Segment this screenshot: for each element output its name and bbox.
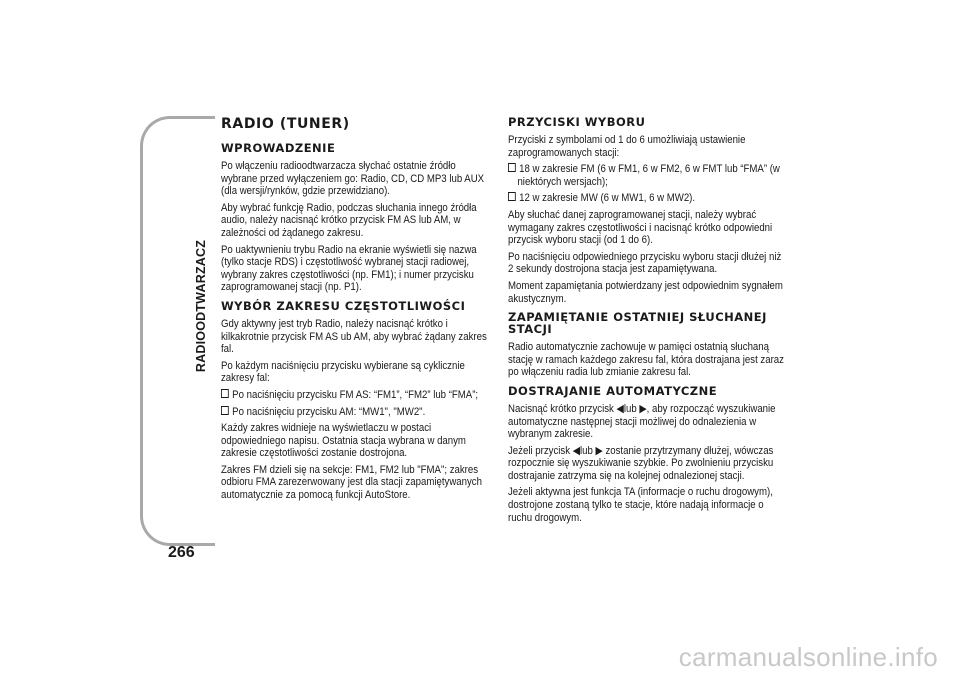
paragraph: Po naciśnięciu odpowiedniego przycisku wyboru stacji dłużej niż 2 sekundy dostrojona stacja jest zapamiętywana.: [508, 250, 782, 276]
paragraph: Aby słuchać danej zaprogramowanej stacji, należy wybrać wymagany zakres częstotliwości i nacisnąć krótko odpowiedni przycisk wyboru stacji (od 1 do 6).: [508, 208, 773, 247]
heading-presets: PRZYCISKI WYBORU: [508, 115, 646, 129]
paragraph: Nacisnąć krótko przycisk ◀lub ▶, aby rozpocząć wyszukiwanie automatyczne następnej stacji możliwej do odnalezienia w wybranym zakresie.: [508, 402, 776, 441]
watermark: carmanualsonline.info: [678, 642, 938, 672]
bullet-item: Po naciśnięciu przycisku AM: “MW1", "MW2".: [221, 406, 502, 419]
arrow-left-icon: ◀: [572, 444, 580, 457]
arrow-left-icon: ◀: [616, 402, 624, 415]
arrow-right-icon: ▶: [595, 444, 603, 457]
paragraph: Radio automatycznie zachowuje w pamięci ostatnią słuchaną stację w ramach każdego zakresu fal, która dostrajana jest zaraz po włączeniu radia lub zmianie zakresu fal.: [508, 341, 784, 379]
section-title: RADIO (TUNER): [221, 116, 350, 132]
arrow-right-icon: ▶: [639, 402, 647, 415]
heading-intro: WPROWADZENIE: [221, 141, 336, 155]
page-number: 266: [168, 544, 195, 561]
paragraph: Po włączeniu radioodtwarzacza słychać ostatnie źródło wybrane przed wyłączeniem go: Radio, CD, CD MP3 lub AUX (dla wersji/rynków, gdzie przewidziano).: [221, 160, 485, 198]
checkbox-bullet-icon: [221, 406, 229, 415]
paragraph: Aby wybrać funkcję Radio, podczas słuchania innego źródła audio, należy nacisnąć krótko przycisk FM AS lub AM, w zależności od żądanego zakresu.: [221, 201, 477, 239]
left-column: [221, 116, 493, 506]
bullet-item: Po naciśnięciu przycisku FM AS: “FM1”, “FM2” lub “FMA”;: [221, 389, 502, 402]
bullet-item: 18 w zakresie FM (6 w FM1, 6 w FM2, 6 w FMT lub “FMA” (w niektórych wersjach);: [508, 163, 795, 188]
right-column: [508, 116, 786, 528]
checkbox-bullet-icon: [508, 192, 516, 201]
checkbox-bullet-icon: [221, 389, 229, 398]
paragraph: Gdy aktywny jest tryb Radio, należy nacisnąć krótko i kilkakrotnie przycisk FM AS ub AM, aby wybrać żądany zakres fal.: [221, 317, 487, 356]
chapter-label: RADIOODTWARZACZ: [194, 239, 208, 373]
heading-band: WYBÓR ZAKRESU CZĘSTOTLIWOŚCI: [221, 298, 466, 313]
paragraph: Każdy zakres widnieje na wyświetlaczu w postaci odpowiedniego napisu. Ostatnia stacja wybrana w danym zakresie częstotliwości zostanie dostrojona.: [221, 422, 466, 460]
heading-auto: DOSTRAJANIE AUTOMATYCZNE: [508, 383, 718, 398]
paragraph: Przyciski z symbolami od 1 do 6 umożliwiają ustawienie zaprogramowanych stacji:: [508, 134, 746, 159]
checkbox-bullet-icon: [508, 163, 516, 172]
paragraph: Jeżeli aktywna jest funkcja TA (informacje o ruchu drogowym), dostrojone zostaną tylko te stacje, które nadają informacje o ruchu drogowym.: [508, 486, 773, 524]
bullet-item: 12 w zakresie MW (6 w MW1, 6 w MW2).: [508, 192, 795, 205]
paragraph: Moment zapamiętania potwierdzany jest odpowiednim sygnałem akustycznym.: [508, 279, 783, 305]
paragraph: Po każdym naciśnięciu przycisku wybierane są cyklicznie zakresy fal:: [221, 359, 465, 385]
paragraph: Zakres FM dzieli się na sekcje: FM1, FM2 lub "FMA"; zakres odbioru FMA zarezerwowany jest dla stacji zapamiętywanych automatycznie za pomocą funkcji AutoStore.: [221, 463, 482, 502]
paragraph: Po uaktywnieniu trybu Radio na ekranie wyświetli się nazwa (tylko stacje RDS) i częstotliwość wybranej stacji radiowej, wybrany zakres częstotliwości (np. FM1); i numer przycisku zaprogramowanej stacji (np. P1).: [221, 243, 477, 294]
paragraph: Jeżeli przycisk ◀lub ▶ zostanie przytrzymany dłużej, wówczas rozpocznie się wyszukiwanie szybkie. Po zwolnieniu przycisku dostrajanie zatrzyma się na kolejnej odnalezionej stacji.: [508, 444, 774, 482]
heading-memory: ZAPAMIĘTANIE OSTATNIEJ SŁUCHANEJ STACJI: [508, 310, 767, 337]
